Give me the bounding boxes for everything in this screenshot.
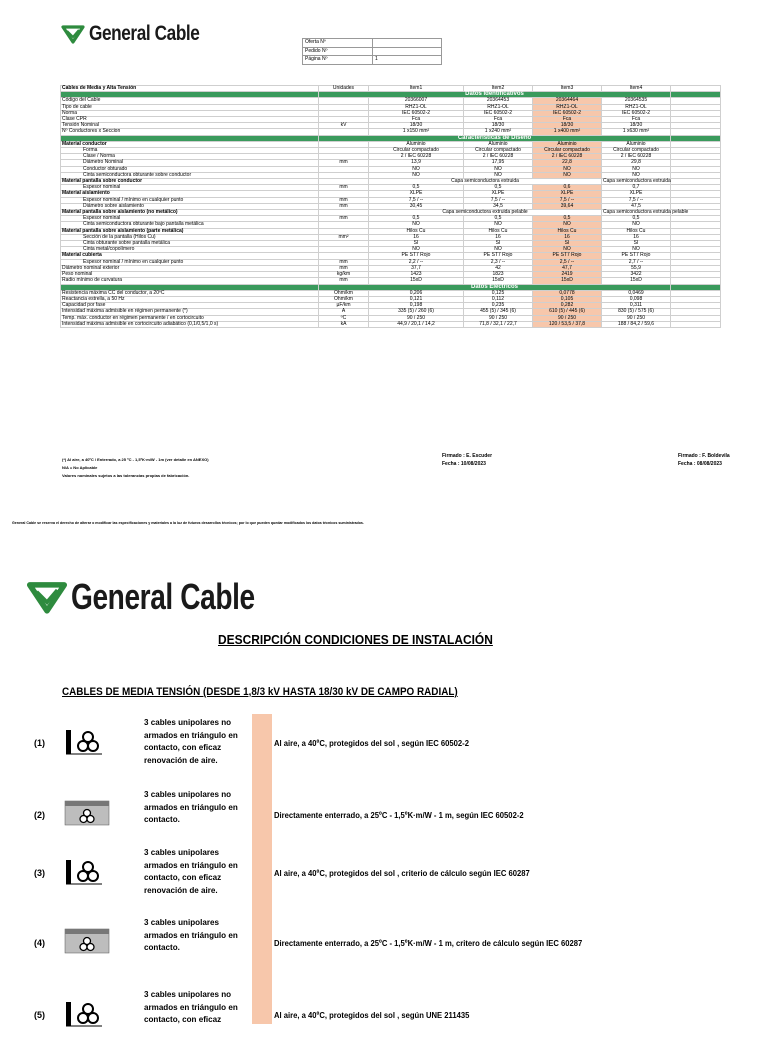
- spec-value-highlight: 1 x400 mm²: [533, 129, 602, 135]
- spec-value: Hilos Cu: [464, 228, 533, 234]
- spec-value: 15xD: [602, 278, 671, 284]
- spec-value: 18/30: [369, 123, 464, 129]
- spec-value: 335 (5) / 260 (6): [369, 309, 464, 315]
- spec-value: Aluminio: [602, 141, 671, 147]
- spec-unit: mm: [319, 278, 369, 284]
- footnote-1: (*) Al aire, a 40ºC / Enterrado, a 25 ºC - 1,5ºK·m/W - 1m (ver detalle en ANEXO): [62, 457, 209, 462]
- spec-value: 44,9 / 20,1 / 14,2: [369, 321, 464, 327]
- spec-value-highlight: 20364464: [533, 98, 602, 104]
- spec-label: Espesor nominal / mínimo en cualquier punto: [61, 197, 319, 203]
- spec-label: Nº Conductores x Seccion: [61, 129, 319, 135]
- spec-unit: mm: [319, 185, 369, 191]
- spec-value: IEC 60502-2: [464, 110, 533, 116]
- spec-value-highlight: 16: [533, 234, 602, 240]
- spec-unit: A: [319, 309, 369, 315]
- installation-number: (3): [34, 868, 45, 878]
- spec-value-highlight: Fca: [533, 117, 602, 123]
- spec-unit: Ohm/km: [319, 296, 369, 302]
- cable-description: 3 cables unipolares armados en triángulo en contacto.: [144, 917, 238, 952]
- offer-label: Oferta Nº: [303, 39, 373, 48]
- spec-value: 1823: [464, 272, 533, 278]
- spec-value: 47,5: [602, 203, 671, 209]
- spec-value: 0,0469: [602, 290, 671, 296]
- installation-condition: Al aire, a 40ºC, protegidos del sol , según UNE 211435: [274, 1010, 470, 1020]
- spec-value: 188 / 84,2 / 59,6: [602, 321, 671, 327]
- spec-value: 20364453: [464, 98, 533, 104]
- spec-value: 2 / IEC 60228: [369, 154, 464, 160]
- spec-value: NO: [464, 166, 533, 172]
- spec-value: 0,121: [369, 296, 464, 302]
- spec-value: SI: [369, 241, 464, 247]
- spec-label: Espesor nominal: [61, 216, 319, 222]
- spec-value-highlight: NO: [533, 172, 602, 178]
- spec-value: 13,9: [369, 160, 464, 166]
- spec-label: Resistencia máxima CC del conductor, a 20ºC: [61, 290, 319, 296]
- installation-number: (5): [34, 1010, 45, 1020]
- spec-unit: mm: [319, 265, 369, 271]
- spec-unit: mm: [319, 216, 369, 222]
- spec-label: Cinta semiconductora obturante bajo pantalla metálica: [61, 222, 319, 228]
- spec-value: 3422: [602, 272, 671, 278]
- spec-unit: mm: [319, 197, 369, 203]
- spec-value: 71,8 / 32,1 / 22,7: [464, 321, 533, 327]
- spec-value: 0,5: [464, 185, 533, 191]
- general-cable-logo: [62, 22, 224, 46]
- spec-label: Radio mínimo de curvatura: [61, 278, 319, 284]
- spec-value-highlight: 7,5 / --: [533, 197, 602, 203]
- spec-value: 20366007: [369, 98, 464, 104]
- spec-value: 1 x630 mm²: [602, 129, 671, 135]
- spec-value: 0,198: [369, 303, 464, 309]
- signed-by: Firmado : F. Boldevila: [678, 453, 730, 459]
- spec-value: NO: [602, 247, 671, 253]
- spec-value: 37,7: [369, 265, 464, 271]
- disclaimer: General Cable se reserva el derecho de alterar o modificar las especificaciones y materiales a la luz de futuros desarrollos técnicos; por lo que pueden quedar modificados los datos técnicos suministrados.: [12, 521, 364, 525]
- spec-value: 90 / 250: [464, 315, 533, 321]
- item-header: Item4: [602, 86, 671, 92]
- offer-row: [303, 39, 442, 48]
- spec-value: NO: [464, 247, 533, 253]
- spec-value: Hilos Cu: [602, 228, 671, 234]
- spec-value-highlight: NO: [533, 222, 602, 228]
- offer-info-table: [302, 38, 442, 65]
- spec-value: Fca: [602, 117, 671, 123]
- cable-description: 3 cables unipolares no armados en triángulo en contacto.: [144, 789, 238, 824]
- offer-label: Pedido Nº: [303, 47, 373, 56]
- footnotes: [62, 456, 209, 480]
- signed-date: Fecha : 08/08/2023: [678, 461, 722, 467]
- spec-value: 1 x150 mm²: [369, 129, 464, 135]
- spec-value: 90 / 250: [602, 315, 671, 321]
- spec-label: Diámetro nominal exterior: [61, 265, 319, 271]
- table-title: Cables de Media y Alta Tensión: [61, 86, 319, 92]
- spec-unit: mm²: [319, 234, 369, 240]
- spec-value-highlight: NO: [533, 166, 602, 172]
- spec-value-highlight: 22,8: [533, 160, 602, 166]
- spec-label: Diámetro Nominal: [61, 160, 319, 166]
- installation-number: (1): [34, 738, 45, 748]
- offer-row: [303, 47, 442, 56]
- offer-value: [373, 39, 442, 48]
- offer-value: 1: [373, 56, 442, 65]
- spec-value-span: Capa semiconductora extruida: [369, 179, 602, 185]
- spec-label: Espesor nominal: [61, 185, 319, 191]
- spec-value: NO: [369, 247, 464, 253]
- spec-value: 1 x240 mm²: [464, 129, 533, 135]
- spec-label: Material conductor: [61, 141, 319, 147]
- spec-value: 15xD: [464, 278, 533, 284]
- spec-value-highlight: 0,0778: [533, 290, 602, 296]
- spec-value: NO: [369, 166, 464, 172]
- cable-spec-table: [60, 85, 721, 328]
- general-cable-logo-icon: [62, 25, 84, 43]
- spec-label: Reactancia estrella, a 50 Hz: [61, 296, 319, 302]
- spec-row: [61, 321, 721, 327]
- item-header: Item2: [464, 86, 533, 92]
- brand-name: General Cable: [89, 22, 200, 45]
- installation-condition: Directamente enterrado, a 25ºC - 1,5ºK·m/W - 1 m, según IEC 60502-2: [274, 810, 524, 820]
- spec-value: Fca: [369, 117, 464, 123]
- installation-number: (4): [34, 938, 45, 948]
- spec-value-highlight: 2,5 / --: [533, 259, 602, 265]
- spec-value: 29,8: [602, 160, 671, 166]
- spec-label: Cinta semiconductora obturante sobre conductor: [61, 172, 319, 178]
- air-triangle-icon: [64, 1000, 104, 1035]
- spec-value: SI: [602, 241, 671, 247]
- spec-unit: mm: [319, 160, 369, 166]
- spec-unit: mm: [319, 259, 369, 265]
- spec-value: 0,112: [464, 296, 533, 302]
- spec-value: 18/30: [464, 123, 533, 129]
- spec-label: Material pantalla sobre aislamiento (no metálico): [61, 210, 319, 216]
- cable-description: 3 cables unipolares no armados en triángulo en contacto, con eficaz: [144, 989, 238, 1024]
- spec-value: 55,9: [602, 265, 671, 271]
- spec-label: Intensidad máxima admisible en cortocircuito adiabático (0,1/0,5/1,0 s): [61, 321, 319, 327]
- spec-unit: kA: [319, 321, 369, 327]
- spec-unit: Ohm/km: [319, 290, 369, 296]
- spec-value-span: Capa semiconductora extruida pelable: [369, 210, 602, 216]
- spec-value: Hilos Cu: [369, 228, 464, 234]
- spec-value-highlight: Aluminio: [533, 141, 602, 147]
- spec-value: RHZ1-OL: [602, 104, 671, 110]
- spec-value: 7,5 / --: [464, 197, 533, 203]
- spec-label: Clase / Norma: [61, 154, 319, 160]
- spec-value-highlight: PE ST7 Rojo: [533, 253, 602, 259]
- spec-label: Peso nominal: [61, 272, 319, 278]
- spec-unit: mm: [319, 203, 369, 209]
- spec-value: 2 / IEC 60228: [464, 154, 533, 160]
- signature-block-1: [442, 452, 492, 468]
- installation-number: (2): [34, 810, 45, 820]
- spec-value: 18/30: [602, 123, 671, 129]
- spec-value: 2,7 / --: [602, 259, 671, 265]
- spec-value-highlight: XLPE: [533, 191, 602, 197]
- spec-label: Temp. máx. conductor en régimen permanente / en cortocircuito: [61, 315, 319, 321]
- spec-value-highlight: 120 / 53,5 / 37,8: [533, 321, 602, 327]
- spec-value: 0,098: [602, 296, 671, 302]
- installation-item: [0, 784, 768, 848]
- spec-value-highlight: NO: [533, 247, 602, 253]
- spec-label: Tensión Nominal: [61, 123, 319, 129]
- spec-value: 42: [464, 265, 533, 271]
- spec-value-highlight: 39,64: [533, 203, 602, 209]
- spec-value-highlight: 0,105: [533, 296, 602, 302]
- section-title: Datos Eléctricos: [319, 284, 671, 290]
- spec-value-highlight: 47,7: [533, 265, 602, 271]
- spec-value: XLPE: [369, 191, 464, 197]
- spec-value: NO: [602, 172, 671, 178]
- spec-value: RHZ1-OL: [464, 104, 533, 110]
- spec-value: Aluminio: [369, 141, 464, 147]
- spec-blank: [671, 321, 721, 327]
- spec-value: 455 (5) / 345 (6): [464, 309, 533, 315]
- spec-value: Fca: [464, 117, 533, 123]
- spec-value-highlight: 0,6: [533, 185, 602, 191]
- spec-label: Intensidad máxima admisible en régimen permanente (*): [61, 309, 319, 315]
- offer-value: [373, 47, 442, 56]
- spec-value: SI: [464, 241, 533, 247]
- general-cable-logo-icon: [28, 581, 66, 613]
- installation-title: DESCRIPCIÓN CONDICIONES DE INSTALACIÓN: [218, 632, 493, 647]
- spec-unit: kg/km: [319, 272, 369, 278]
- item-header: Item1: [369, 86, 464, 92]
- signed-by: Firmado : E. Escuder: [442, 453, 493, 459]
- spec-value-highlight: 18/30: [533, 123, 602, 129]
- spec-unit: µF/km: [319, 303, 369, 309]
- spec-unit: kV: [319, 123, 369, 129]
- cable-description: 3 cables unipolares armados en triángulo en contacto, con eficaz renovación de aire.: [144, 847, 238, 895]
- spec-value-highlight: 0,282: [533, 303, 602, 309]
- installation-item: [0, 984, 768, 1048]
- spec-value: 16: [464, 234, 533, 240]
- installation-condition: Al aire, a 40ºC, protegidos del sol , según IEC 60502-2: [274, 738, 469, 748]
- spec-value: Circular compactado: [369, 148, 464, 154]
- air-triangle-icon: [64, 728, 104, 763]
- spec-value: 2,2 / --: [369, 259, 464, 265]
- spec-value: IEC 60502-2: [602, 110, 671, 116]
- spec-value-highlight: RHZ1-OL: [533, 104, 602, 110]
- spec-unit: ºC: [319, 315, 369, 321]
- spec-label: Norma: [61, 110, 319, 116]
- spec-value-highlight: 0,5: [533, 216, 602, 222]
- spec-value: 0,5: [369, 185, 464, 191]
- spec-label: Material pantalla sobre aislamiento (parte metálica): [61, 228, 319, 234]
- spec-value: NO: [602, 166, 671, 172]
- units-header: Unidades: [319, 86, 369, 92]
- spec-value: 15xD: [369, 278, 464, 284]
- spec-label: Material pantalla sobre conductor: [61, 179, 319, 185]
- offer-label: Página Nº: [303, 56, 373, 65]
- spec-value: 830 (5) / 575 (6): [602, 309, 671, 315]
- spec-value: Capa semiconductora extruida pelable: [603, 209, 689, 216]
- spec-value: 34,5: [464, 203, 533, 209]
- footnote-3: Valores nominales sujetos a las tolerancias propias de fabricación.: [62, 473, 190, 478]
- section-title: Datos Identificativos: [319, 92, 671, 98]
- spec-value: 7,5 / --: [602, 197, 671, 203]
- spec-value: Aluminio: [464, 141, 533, 147]
- spec-value: 7,5 / --: [369, 197, 464, 203]
- spec-value-highlight: IEC 60502-2: [533, 110, 602, 116]
- spec-value: 0,125: [464, 290, 533, 296]
- spec-value: RHZ1-OL: [369, 104, 464, 110]
- spec-label: Clase CPR: [61, 117, 319, 123]
- spec-label: Capacidad por fase: [61, 303, 319, 309]
- installation-condition: Directamente enterrado, a 25ºC - 1,5ºK·m/W - 1 m, critero de cálculo según IEC 60287: [274, 938, 583, 948]
- spec-value-highlight: Circular compactado: [533, 148, 602, 154]
- spec-label: Tipo de cable: [61, 104, 319, 110]
- spec-value: Capa semiconductora extruida: [603, 178, 671, 185]
- spec-value: 0,7: [602, 185, 671, 191]
- installation-item: [0, 712, 768, 776]
- installation-item: [0, 842, 768, 906]
- spec-value: 90 / 250: [369, 315, 464, 321]
- footnote-2: N/A = No Aplicable: [62, 465, 98, 470]
- spec-value: Circular compactado: [464, 148, 533, 154]
- spec-value: NO: [464, 172, 533, 178]
- spec-value: 0,206: [369, 290, 464, 296]
- spec-value: PE ST7 Rojo: [602, 253, 671, 259]
- spec-label: Espesor nominal / mínimo en cualquier punto: [61, 259, 319, 265]
- spec-value-highlight: 2419: [533, 272, 602, 278]
- air-triangle-icon: [64, 858, 104, 893]
- spec-value-highlight: Hilos Cu: [533, 228, 602, 234]
- brand-name: General Cable: [71, 576, 255, 617]
- spec-value: NO: [369, 172, 464, 178]
- installation-item: [0, 912, 768, 976]
- spec-value: 2 / IEC 60228: [602, 154, 671, 160]
- spec-value: 0,5: [369, 216, 464, 222]
- spec-value: NO: [369, 222, 464, 228]
- general-cable-logo: [28, 576, 307, 618]
- spec-value: Circular compactado: [602, 148, 671, 154]
- spec-label: Material cubierta: [61, 253, 319, 259]
- spec-label: Conductor obturado: [61, 166, 319, 172]
- spec-value: 16: [602, 234, 671, 240]
- signature-block-2: [678, 452, 730, 468]
- spec-value: NO: [464, 222, 533, 228]
- section-title: Características de Diseño: [319, 135, 671, 141]
- spec-value-highlight: 90 / 250: [533, 315, 602, 321]
- spec-label: Sección de la pantalla (Hilos Cu): [61, 234, 319, 240]
- spec-value: NO: [602, 222, 671, 228]
- spec-value: 30,45: [369, 203, 464, 209]
- spec-value: 0,5: [602, 216, 671, 222]
- spec-label: Diámetro sobre aislamiento: [61, 203, 319, 209]
- spec-value: 20364535: [602, 98, 671, 104]
- spec-value-highlight: 15xD: [533, 278, 602, 284]
- spec-value-highlight: 610 (5) / 445 (6): [533, 309, 602, 315]
- installation-condition: Al aire, a 40ºC, protegidos del sol , criterio de cálculo según IEC 60287: [274, 868, 530, 878]
- item-header: Item3: [533, 86, 602, 92]
- spec-value: XLPE: [602, 191, 671, 197]
- spec-value: IEC 60502-2: [369, 110, 464, 116]
- spec-value: 0,311: [602, 303, 671, 309]
- signed-date: Fecha : 10/08/2023: [442, 461, 486, 467]
- spec-value: 0,235: [464, 303, 533, 309]
- spec-value-highlight: 2 / IEC 60228: [533, 154, 602, 160]
- cable-description: 3 cables unipolares no armados en triángulo en contacto, con eficaz renovación de aire.: [144, 717, 238, 765]
- spec-label: Cinta obturante sobre pantalla metálica: [61, 241, 319, 247]
- buried-triangle-icon: [64, 800, 110, 831]
- spec-label: Cinta metal/copolímero: [61, 247, 319, 253]
- spec-value: XLPE: [464, 191, 533, 197]
- spec-value: 17,95: [464, 160, 533, 166]
- spec-value: 1423: [369, 272, 464, 278]
- spec-value-highlight: SI: [533, 241, 602, 247]
- spec-value: 2,3 / --: [464, 259, 533, 265]
- offer-row: [303, 56, 442, 65]
- installation-subtitle: CABLES DE MEDIA TENSIÓN (DESDE 1,8/3 kV HASTA 18/30 kV DE CAMPO RADIAL): [62, 686, 458, 698]
- buried-triangle-icon: [64, 928, 110, 959]
- spec-label: Código del Cable: [61, 98, 319, 104]
- spec-label: Forma: [61, 148, 319, 154]
- spec-label: Material aislamiento: [61, 191, 319, 197]
- spec-value: PE ST7 Rojo: [369, 253, 464, 259]
- spec-value: 0,5: [464, 216, 533, 222]
- spec-value: 16: [369, 234, 464, 240]
- spec-value: PE ST7 Rojo: [464, 253, 533, 259]
